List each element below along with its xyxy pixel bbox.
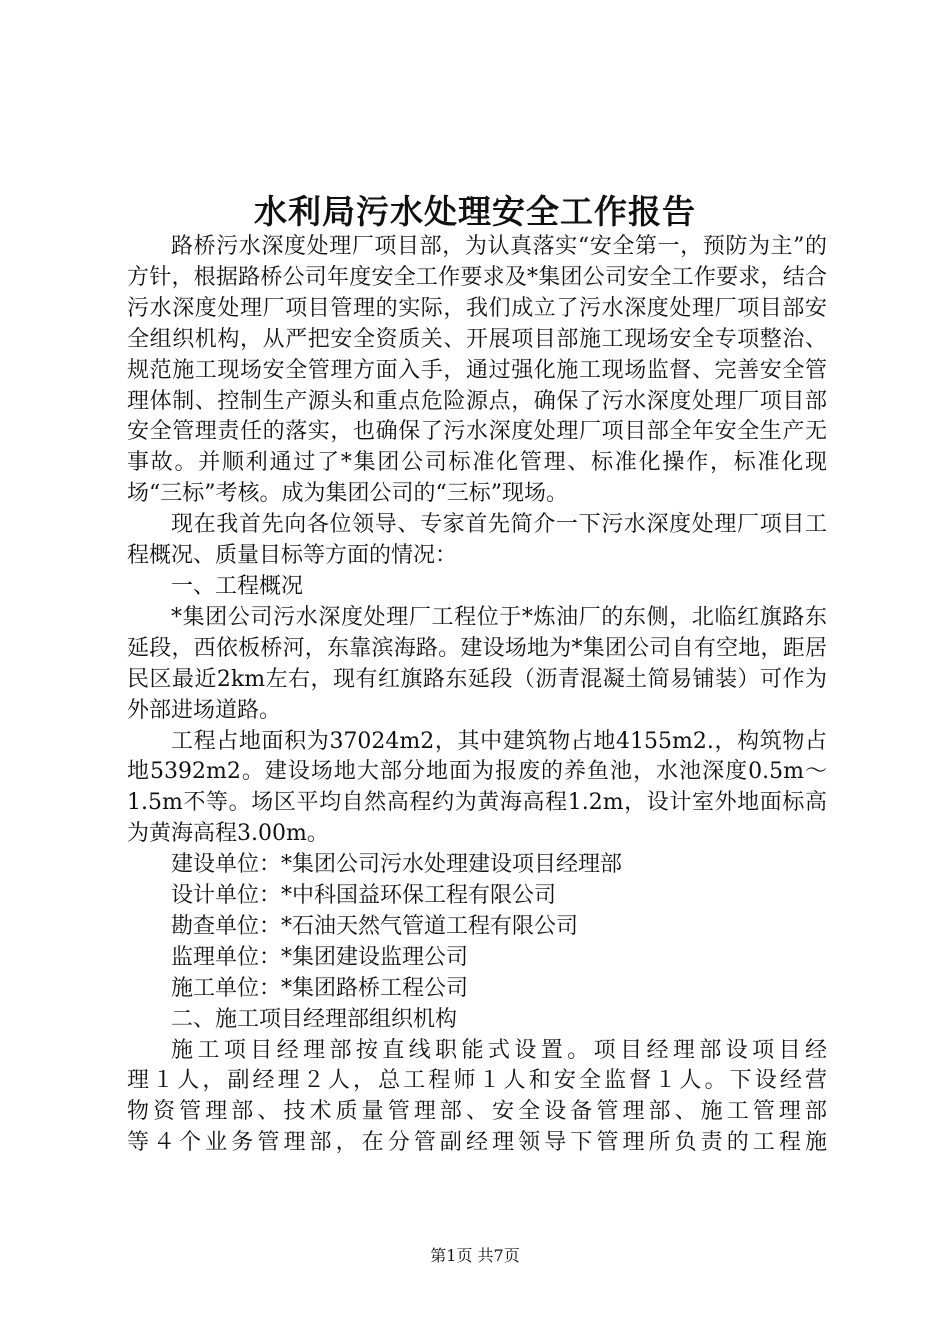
- paragraph-organization-line: 理１人，副经理２人，总工程师１人和安全监督１人。下设经营: [127, 1068, 827, 1094]
- unit-construction: 建设单位：*集团公司污水处理建设项目经理部: [171, 852, 623, 878]
- page-footer: [0, 1243, 950, 1266]
- document-title: 水利局污水处理安全工作报告: [254, 192, 696, 231]
- paragraph-organization-line: 物资管理部、技术质量管理部、安全设备管理部、施工管理部: [127, 1099, 827, 1125]
- paragraph-organization-line: 等４个业务管理部，在分管副经理领导下管理所负责的工程施: [127, 1130, 827, 1156]
- unit-supervision: 监理单位：*集团建设监理公司: [171, 944, 469, 970]
- page-number: 第1页 共7页: [430, 1246, 520, 1265]
- unit-design: 设计单位：*中科国益环保工程有限公司: [171, 883, 557, 909]
- document-body: [127, 232, 827, 1159]
- unit-contractor: 施工单位：*集团路桥工程公司: [171, 975, 469, 1001]
- section-heading-organization: 二、施工项目经理部组织机构: [171, 1006, 458, 1032]
- section-heading-overview: 一、工程概况: [171, 573, 304, 599]
- paragraph-organization-line: 施工项目经理部按直线职能式设置。项目经理部设项目经: [171, 1037, 827, 1063]
- paragraph-location: *集团公司污水深度处理厂工程位于*炼油厂的东侧，北临红旗路东延段，西依板桥河，东靠滨海路。建设场地为*集团公司自有空地，距居民区最近2km左右，现有红旗路东延段（沥青混凝土简易铺装）可作为外部进场道路。: [127, 604, 827, 723]
- paragraph-area: 工程占地面积为37024m2，其中建筑物占地4155m2.，构筑物占地5392m2。建设场地大部分地面为报废的养鱼池，水池深度0.5m～1.5m不等。场区平均自然高程约为黄海高程1.2m，设计室外地面标高为黄海高程3.00m。: [127, 728, 827, 847]
- paragraph-intro: 路桥污水深度处理厂项目部，为认真落实“安全第一，预防为主”的方针，根据路桥公司年度安全工作要求及*集团公司安全工作要求，结合污水深度处理厂项目管理的实际，我们成立了污水深度处理厂项目部安全组织机构，从严把安全资质关、开展项目部施工现场安全专项整治、规范施工现场安全管理方面入手，通过强化施工现场监督、完善安全管理体制、控制生产源头和重点危险源点，确保了污水深度处理厂项目部安全管理责任的落实，也确保了污水深度处理厂项目部全年安全生产无事故。并顺利通过了*集团公司标准化管理、标准化操作，标准化现场“三标”考核。成为集团公司的“三标”现场。: [127, 234, 827, 507]
- unit-survey: 勘查单位：*石油天然气管道工程有限公司: [171, 913, 579, 939]
- paragraph-introduction-note: 现在我首先向各位领导、专家首先简介一下污水深度处理厂项目工程概况、质量目标等方面的情况：: [127, 512, 827, 569]
